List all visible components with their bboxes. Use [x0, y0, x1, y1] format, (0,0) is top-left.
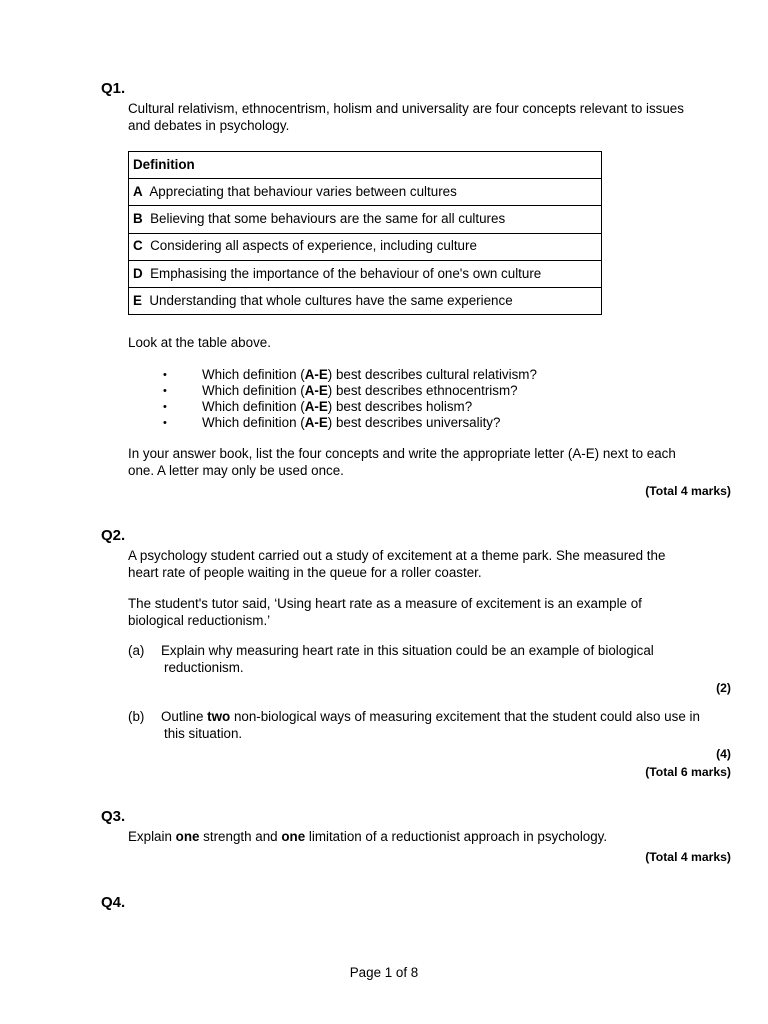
row-text: Understanding that whole cultures have the same experience: [149, 292, 513, 308]
question-4-number: Q4.: [101, 894, 126, 911]
question-2-number: Q2.: [101, 527, 126, 544]
question-2b-marks: (4): [716, 747, 731, 761]
bullet-post: ) best describes cultural relativism?: [327, 367, 537, 382]
question-1-intro: Cultural relativism, ethnocentrism, holism and universality are four concepts relevant to issues and debates in psychology.: [128, 101, 684, 133]
definitions-table: [128, 151, 602, 315]
bullet-bold: A-E: [304, 415, 328, 430]
bullet-icon: •: [163, 369, 167, 381]
bullet-post: ) best describes universality?: [327, 415, 501, 430]
question-2b-post: non-biological ways of measuring excitement that the student could also use in this situation.: [164, 709, 700, 741]
question-3-bold-2: one: [281, 829, 306, 844]
question-3-number: Q3.: [101, 808, 126, 825]
question-3-mid: strength and: [199, 829, 282, 844]
question-2b-pre: Outline: [161, 709, 208, 724]
page-number-footer: Page 1 of 8: [349, 965, 419, 980]
question-1-number: Q1.: [101, 80, 126, 97]
question-3-total-marks: (Total 4 marks): [645, 850, 731, 864]
question-2a-marks: (2): [716, 681, 731, 695]
question-3-bold-1: one: [175, 829, 200, 844]
bullet-pre: Which definition (: [202, 367, 305, 382]
bullet-bold: A-E: [304, 383, 328, 398]
table-row: [129, 233, 602, 260]
bullet-pre: Which definition (: [202, 383, 305, 398]
table-row: [129, 260, 602, 287]
question-3-text: [128, 829, 698, 846]
bullet-bold: A-E: [304, 367, 328, 382]
bullet-icon: •: [163, 401, 167, 413]
row-letter: D: [133, 265, 143, 281]
question-2b-label: (b): [128, 709, 145, 724]
question-2-total-marks: (Total 6 marks): [645, 765, 731, 779]
row-text: Appreciating that behaviour varies between cultures: [149, 184, 457, 200]
bullet-pre: Which definition (: [202, 399, 305, 414]
question-2a-text: Explain why measuring heart rate in this situation could be an example of biological reductionism.: [161, 643, 654, 675]
row-text: Emphasising the importance of the behaviour of one's own culture: [150, 265, 542, 281]
table-header-row: [129, 152, 602, 179]
row-letter: E: [133, 292, 142, 308]
table-row: [129, 179, 602, 206]
row-text: Believing that some behaviours are the same for all cultures: [150, 211, 506, 227]
question-3-post: limitation of a reductionist approach in psychology.: [305, 829, 608, 844]
question-1-instruction: In your answer book, list the four concepts and write the appropriate letter (A-E) next to each one. A letter may only be used once.: [128, 446, 676, 478]
bullet-icon: •: [163, 385, 167, 397]
row-letter: A: [133, 184, 143, 200]
row-text: Considering all aspects of experience, including culture: [150, 238, 477, 254]
bullet-post: ) best describes ethnocentrism?: [327, 383, 518, 398]
bullet-post: ) best describes holism?: [327, 399, 473, 414]
question-2b-bold: two: [207, 709, 231, 724]
bullet-pre: Which definition (: [202, 415, 305, 430]
bullet-bold: A-E: [304, 399, 328, 414]
question-3-pre: Explain: [128, 829, 176, 844]
table-row: [129, 287, 602, 314]
look-at-table-text: Look at the table above.: [128, 335, 271, 350]
question-2-quote: The student's tutor said, ‘Using heart rate as a measure of excitement is an example of biological reductionism.’: [128, 596, 642, 628]
question-2a-label: (a): [128, 643, 145, 658]
question-2-intro: A psychology student carried out a study of excitement at a theme park. She measured the heart rate of people waiting in the queue for a roller coaster.: [128, 548, 666, 580]
table-header: Definition: [133, 156, 195, 172]
table-row: [129, 206, 602, 233]
row-letter: B: [133, 211, 143, 227]
bullet-icon: •: [163, 417, 167, 429]
question-1-total-marks: (Total 4 marks): [645, 484, 731, 498]
row-letter: C: [133, 238, 143, 254]
